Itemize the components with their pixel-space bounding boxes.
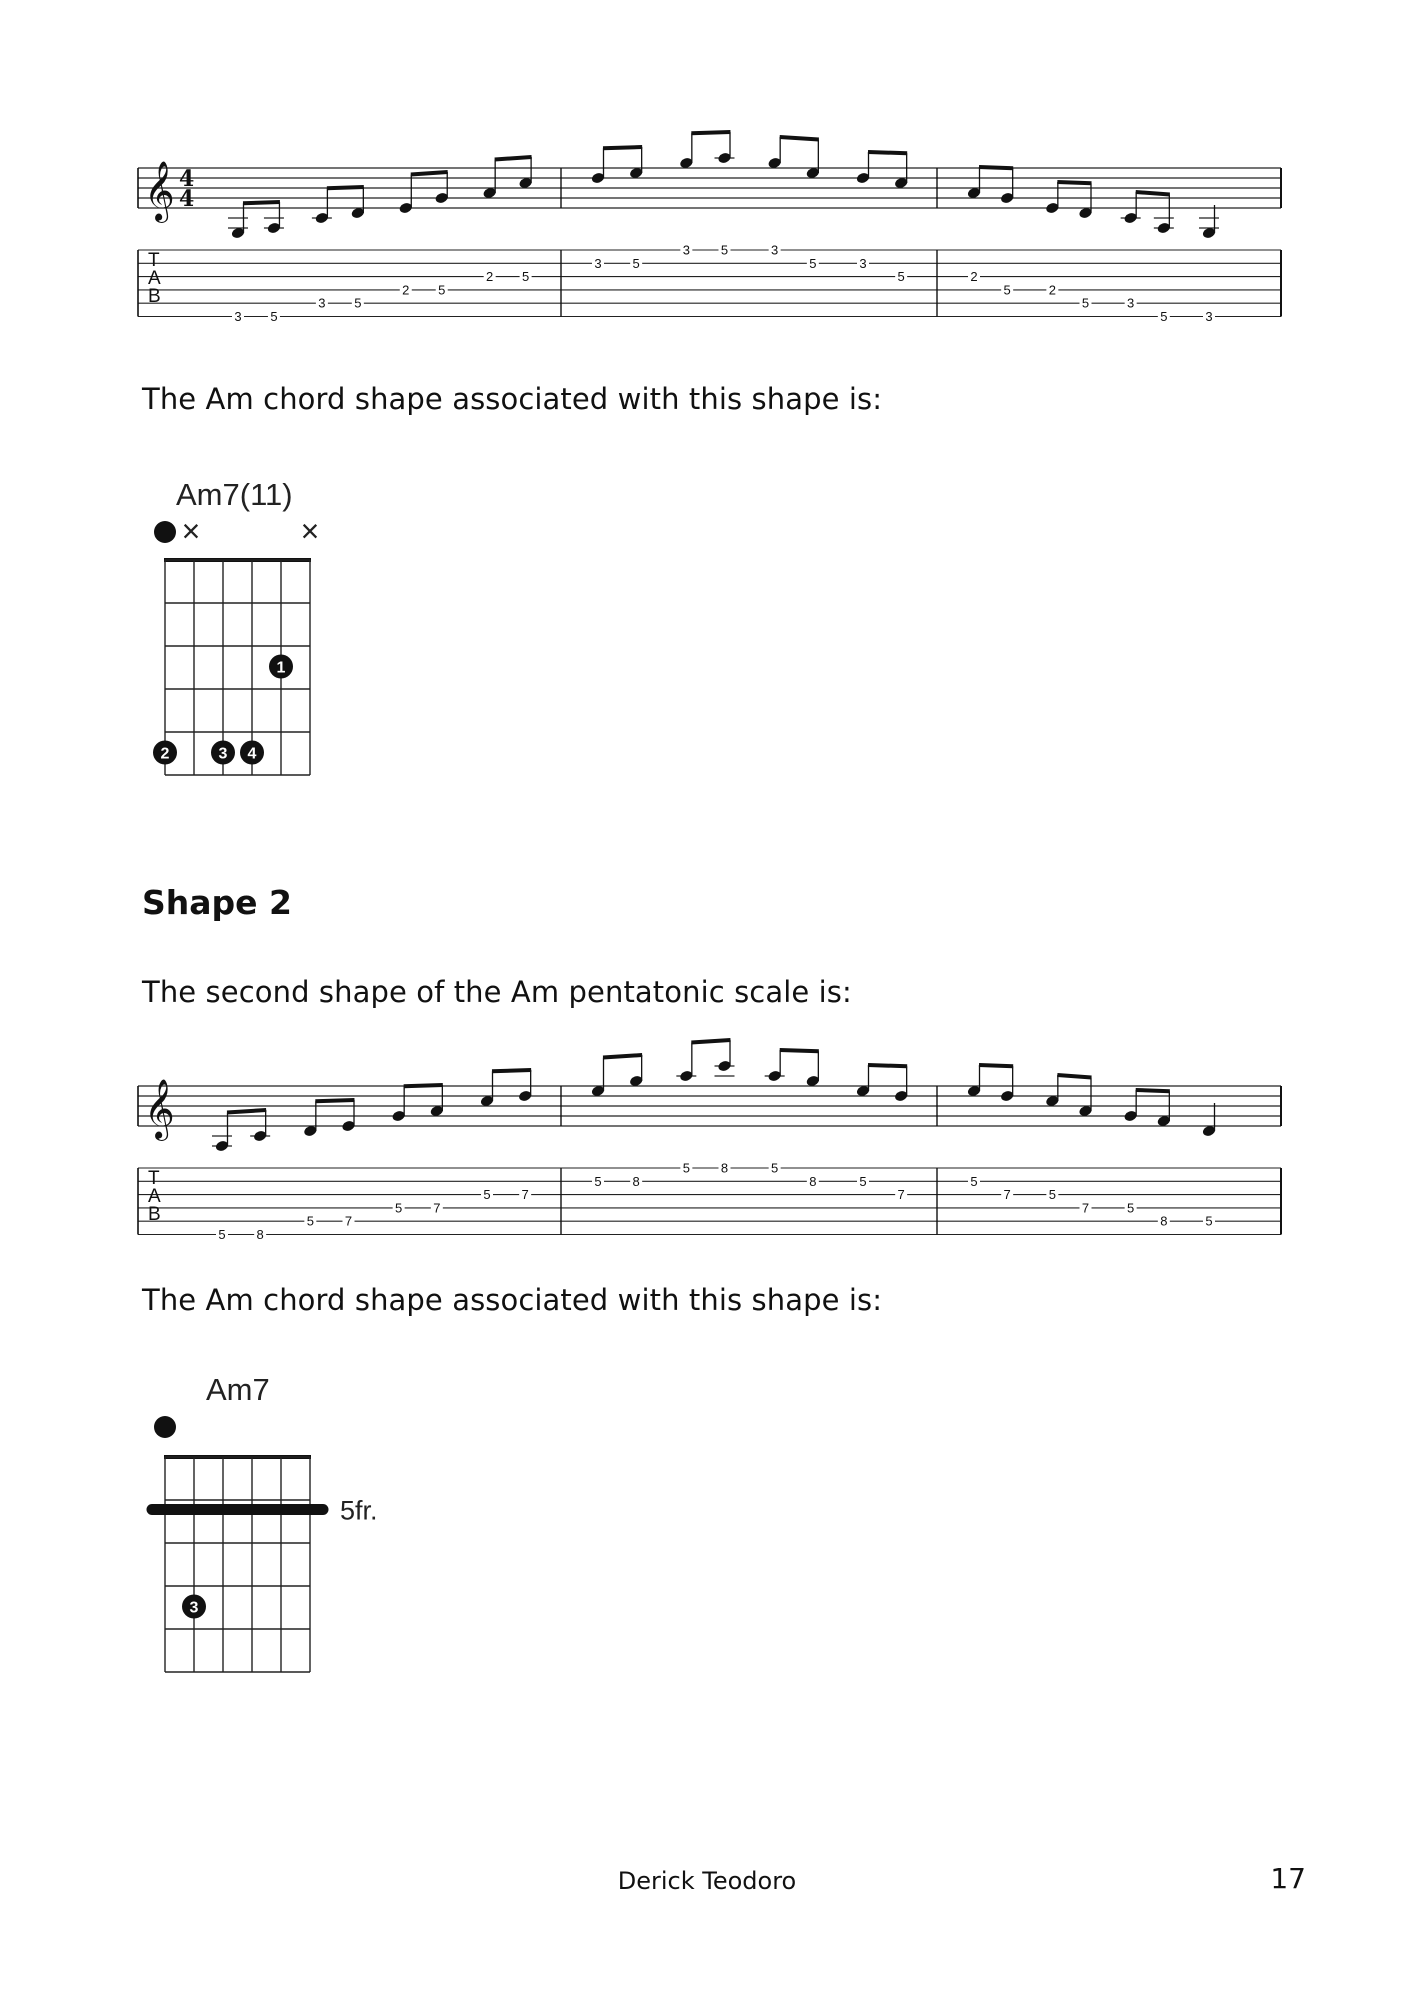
shape2-tab-fret-number: 5 <box>306 1213 314 1229</box>
shape2-tab-fret-number: 5 <box>218 1227 226 1242</box>
shape2-note-beam <box>868 1065 907 1066</box>
shape2-tab-fret-number: 8 <box>632 1173 640 1189</box>
shape1-note-beam <box>243 202 280 203</box>
shape1-treble-clef-icon: 𝄞 <box>144 161 175 221</box>
shape2-note-beam <box>780 1050 819 1051</box>
shape1-tab-fret-number: 3 <box>1205 309 1213 324</box>
chord-diagram-am7-11 <box>140 513 360 790</box>
shape1-tab-fret-number: 3 <box>594 255 602 271</box>
shape2-note-beam <box>603 1055 642 1058</box>
shape1-tab-fret-number: 5 <box>809 255 817 271</box>
shape1-tab-fret-number: 5 <box>1160 309 1168 324</box>
shape2-tab-fret-number: 7 <box>344 1213 353 1229</box>
shape1-tab-fret-number: 2 <box>402 282 410 298</box>
shape1-tab-fret-number: 2 <box>970 269 978 285</box>
chord1-finger-number: 1 <box>276 659 286 677</box>
shape2-tab-fret-number: 8 <box>256 1227 264 1242</box>
shape2-tab-fret-number: 5 <box>859 1173 867 1189</box>
shape2-tab-fret-number: 5 <box>483 1187 491 1203</box>
chord-shape-intro-2: The Am chord shape associated with this shape is: <box>142 1283 883 1317</box>
shape1-tab-fret-number: 2 <box>486 269 494 285</box>
shape2-tab-fret-number: 5 <box>395 1200 403 1216</box>
shape1-time-sig-bottom: 4 <box>179 186 195 212</box>
shape2-note-beam <box>492 1070 531 1071</box>
shape2-note-beam <box>227 1110 266 1113</box>
shape2-tab-fret-number: 8 <box>809 1173 817 1189</box>
shape1-note-beam <box>979 167 1013 168</box>
shape2-note-beam <box>691 1040 730 1043</box>
chord1-finger-number: 2 <box>160 745 170 763</box>
shape1-tab-fret-number: 5 <box>354 295 362 311</box>
shape2-tab-clef-letter: T <box>148 1168 160 1189</box>
shape2-note-beam <box>979 1065 1013 1066</box>
shape1-note-beam <box>1136 192 1170 195</box>
shape2-tab-clef-letter: A <box>148 1186 161 1207</box>
shape1-tab-fret-number: 5 <box>270 309 278 324</box>
shape2-tab-fret-number: 5 <box>970 1173 978 1189</box>
chord2-root-dot-icon <box>154 1416 176 1438</box>
shape1-tab-fret-number: 5 <box>897 269 905 285</box>
shape2-tab-fret-number: 5 <box>1127 1200 1135 1216</box>
shape1-tab-fret-number: 3 <box>234 309 242 324</box>
shape1-note-beam <box>603 147 642 148</box>
chord1-root-dot-icon <box>154 521 176 543</box>
shape1-tab-fret-number: 3 <box>771 242 779 258</box>
shape2-note-beam <box>315 1100 354 1101</box>
chord1-muted-string-icon: × <box>300 513 320 549</box>
shape2-tab-clef-letter: B <box>148 1204 161 1225</box>
section-heading-shape-2: Shape 2 <box>142 883 292 922</box>
chord-name-am7: Am7 <box>206 1372 270 1407</box>
shape1-tab-fret-number: 3 <box>859 255 867 271</box>
chord2-finger-number: 3 <box>189 1599 199 1617</box>
shape2-tab-fret-number: 8 <box>720 1160 729 1176</box>
shape1-tab-fret-number: 3 <box>682 242 690 258</box>
shape1-tab-fret-number: 3 <box>1127 295 1135 311</box>
shape2-tab-fret-number: 7 <box>521 1187 529 1203</box>
shape2-tab-fret-number: 5 <box>594 1173 602 1189</box>
shape1-tab-fret-number: 2 <box>1048 282 1056 298</box>
footer-author: Derick Teodoro <box>617 1867 797 1895</box>
shape2-note-beam <box>404 1085 443 1086</box>
shape1-tab-fret-number: 5 <box>720 242 729 258</box>
shape2-note-beam <box>1057 1075 1091 1078</box>
shape2-treble-clef-icon: 𝄞 <box>144 1079 175 1139</box>
chord-diagram-am7 <box>140 1415 400 1695</box>
shape1-tab-clef-letter: A <box>148 268 161 289</box>
chord2-fret-position-label: 5fr. <box>340 1495 378 1526</box>
shape1-note-beam <box>495 157 532 160</box>
chord1-finger-number: 4 <box>247 745 257 763</box>
shape1-tab-fret-number: 5 <box>1081 295 1090 311</box>
shape2-tab-fret-number: 5 <box>1048 1187 1056 1203</box>
shape1-note-beam <box>327 187 364 188</box>
shape1-tab-fret-number: 5 <box>438 282 446 298</box>
shape2-note-beam <box>1136 1090 1170 1091</box>
shape1-tab-clef-letter: T <box>148 250 160 271</box>
scale-shape-intro-2: The second shape of the Am pentatonic scale is: <box>142 975 852 1009</box>
shape2-tab-fret-number: 5 <box>1205 1213 1213 1229</box>
shape2-tab-fret-number: 8 <box>1160 1213 1168 1229</box>
shape1-tab-clef-letter: B <box>148 286 161 307</box>
shape1-time-sig-top: 4 <box>179 166 195 192</box>
shape1-note-beam <box>1057 182 1091 183</box>
shape2-tab-fret-number: 5 <box>682 1160 690 1176</box>
chord1-finger-number: 3 <box>218 745 228 763</box>
shape2-tab-fret-number: 5 <box>771 1160 779 1176</box>
shape2-tab-fret-number: 7 <box>433 1200 441 1216</box>
chord-shape-intro-1: The Am chord shape associated with this shape is: <box>142 382 883 416</box>
shape1-note-beam <box>411 172 448 175</box>
chord1-muted-string-icon: × <box>181 513 201 549</box>
shape1-tab-fret-number: 5 <box>521 269 530 285</box>
page-number: 17 <box>1270 1862 1306 1895</box>
chord-name-am7-11: Am7(11) <box>176 477 293 512</box>
shape2-tab-fret-number: 7 <box>1081 1200 1090 1216</box>
shape2-tab-fret-number: 7 <box>1003 1187 1011 1203</box>
tab-notation-shape-2 <box>136 1066 1286 1242</box>
tab-notation-shape-1 <box>136 148 1286 324</box>
shape1-tab-fret-number: 5 <box>632 255 640 271</box>
shape1-tab-fret-number: 3 <box>318 295 326 311</box>
shape1-note-beam <box>868 152 907 153</box>
shape1-note-beam <box>780 137 819 140</box>
shape2-tab-fret-number: 7 <box>897 1187 905 1203</box>
shape1-tab-fret-number: 5 <box>1003 282 1011 298</box>
shape1-note-beam <box>691 132 730 133</box>
